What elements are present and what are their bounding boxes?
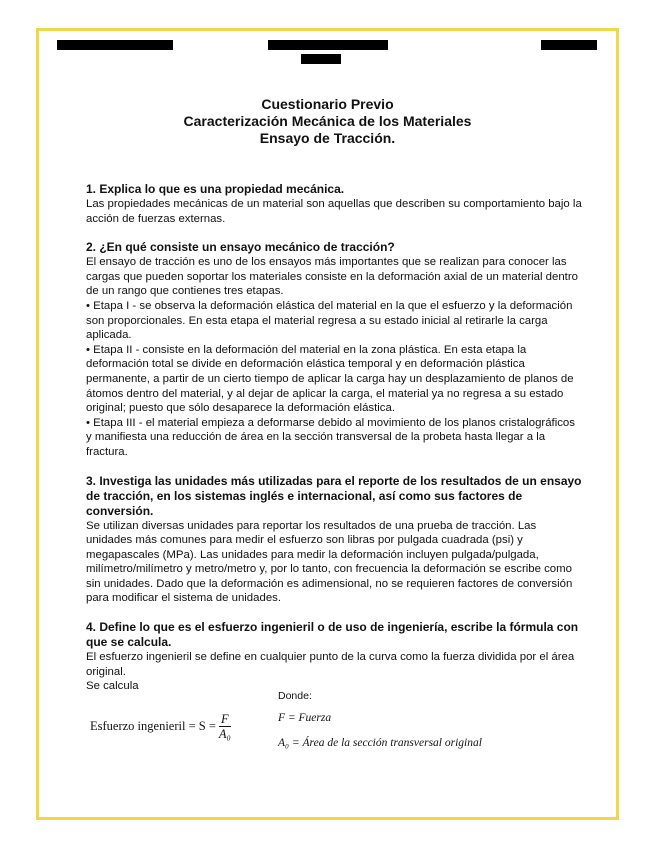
question-1-title: 1. Explica lo que es una propiedad mecánica. bbox=[86, 182, 345, 196]
question-4-title: 4. Define lo que es el esfuerzo ingenieril o de uso de ingeniería, escribe la fórmula con que se calcula. bbox=[86, 620, 579, 650]
question-2-stage-3: • Etapa III - el material empieza a deformarse debido al movimiento de los planos cristalográficos y manifiesta una reducción de área en la sección transversal de la probeta hasta llegar a la fractura. bbox=[86, 416, 575, 458]
document-title bbox=[0, 96, 655, 147]
stress-formula bbox=[90, 712, 231, 741]
question-2-title: 2. ¿En qué consiste un ensayo mecánico de tracción? bbox=[86, 240, 395, 255]
formula-fraction bbox=[219, 712, 231, 741]
question-4-answer: El esfuerzo ingenieril se define en cualquier punto de la curva como la fuerza dividida por el área original. bbox=[86, 651, 575, 678]
title-line-3: Ensayo de Tracción. bbox=[259, 130, 396, 146]
question-2-stage-2: • Etapa II - consiste en la deformación del material en la zona plástica. En esta etapa la deformación total se divide en deformación elástica temporal y en deformación plástica permanente, a partir de un cierto tiempo de aplicar la carga hay un desplazamiento de planos de átomos dentro del material, y al dejar de aplicar la carga, el material ya no regresa a su estado original; puesto que sólo desaparece la deformación elástica. bbox=[86, 343, 574, 415]
question-3-answer: Se utilizan diversas unidades para reportar los resultados de una prueba de tracción. Las unidades más comunes para medir el esfuerzo son libras por pulgada cuadrada (psi) y megapascales (MPa). Las unidades para medir la deformación incluyen pulgada/pulgada, milímetro/milímetro y metro/metro y, por lo tanto, con frecuencia la deformación se escribe como sin unidades. Dado que la deformación es adimensional, no se requieren factores de conversión para modificar el sistema de unidades. bbox=[86, 519, 573, 605]
definition-force: F = Fuerza bbox=[278, 712, 332, 724]
title-line-1: Cuestionario Previo bbox=[261, 96, 394, 112]
question-1-answer: Las propiedades mecánicas de un material son aquellas que describen su comportamiento bajo la acción de fuerzas externas. bbox=[86, 198, 582, 225]
title-line-2: Caracterización Mecánica de los Materiales bbox=[183, 113, 472, 129]
redaction-bar bbox=[57, 40, 173, 50]
formula-numerator: F bbox=[221, 712, 229, 726]
formula-denominator: A₀ bbox=[218, 727, 231, 741]
formula-lhs: Esfuerzo ingenieril = S = bbox=[90, 719, 216, 733]
question-2-paragraph: El ensayo de tracción es uno de los ensayos más importantes que se realizan para conocer las cargas que pueden soportar los materiales consiste en la deformación axial de un material dentro de un rango que contienes tres etapas. bbox=[86, 256, 578, 298]
question-3-title: 3. Investiga las unidades más utilizadas para el reporte de los resultados de un ensayo de tracción, en los sistemas inglés e internacional, así como sus factores de conversión. bbox=[86, 473, 582, 518]
question-4-extra: Se calcula bbox=[86, 680, 139, 693]
definition-area: A₀ = Área de la sección transversal original bbox=[278, 737, 482, 749]
questionnaire bbox=[86, 182, 582, 694]
redaction-bar bbox=[268, 40, 388, 50]
donde-label: Donde: bbox=[278, 690, 312, 702]
question-2-stage-1: • Etapa I - se observa la deformación elástica del material en la que el esfuerzo y la deformación son proporcionales. En esta etapa el material regresa a su estado inicial al retirarle la carga aplicada. bbox=[86, 299, 573, 342]
redaction-bar bbox=[541, 40, 597, 50]
redaction-bar bbox=[301, 54, 341, 64]
